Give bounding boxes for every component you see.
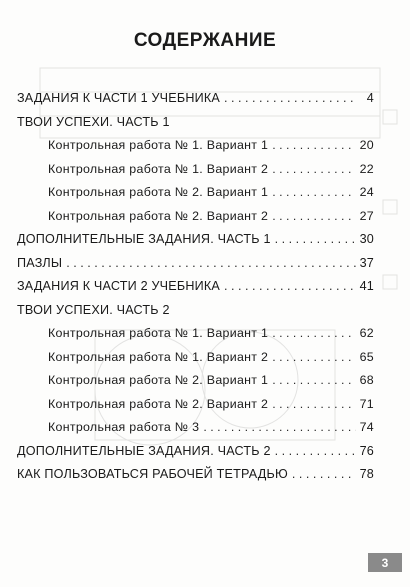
toc-subsection <box>17 374 374 398</box>
toc-subsection <box>17 163 374 187</box>
toc-subsection <box>17 351 374 375</box>
toc-section <box>17 92 374 116</box>
toc-entry-page: 4 <box>366 91 374 105</box>
toc-leader-dots <box>272 210 355 222</box>
toc-section <box>17 468 374 492</box>
toc-leader-dots <box>272 374 355 386</box>
toc-section <box>17 304 374 328</box>
toc-entry-page: 22 <box>359 161 374 176</box>
toc-leader-dots <box>272 139 355 151</box>
toc-entry-title: Контрольная работа № 1. Вариант 1 <box>48 326 269 340</box>
toc-leader-dots <box>275 445 356 458</box>
toc-leader-dots <box>272 163 355 175</box>
toc-entry-title: Контрольная работа № 1. Вариант 1 <box>48 138 269 152</box>
toc-entry-page: 74 <box>359 420 374 434</box>
toc-leader-dots <box>203 421 355 433</box>
toc-entry-page: 65 <box>359 349 374 364</box>
toc-subsection <box>17 210 374 234</box>
toc-entry-page: 76 <box>359 443 374 458</box>
toc-leader-dots <box>66 257 355 270</box>
toc-entry-page: 24 <box>359 185 374 199</box>
toc-leader-dots <box>272 327 355 339</box>
toc-entry-title: КАК ПОЛЬЗОВАТЬСЯ РАБОЧЕЙ ТЕТРАДЬЮ <box>17 467 288 481</box>
toc-entry-page: 30 <box>359 232 374 246</box>
toc-subsection <box>17 139 374 163</box>
toc-entry-page: 20 <box>359 138 374 152</box>
toc-entry-title: Контрольная работа № 2. Вариант 2 <box>48 396 269 411</box>
toc-entry-title: ДОПОЛНИТЕЛЬНЫЕ ЗАДАНИЯ. ЧАСТЬ 2 <box>17 443 271 458</box>
toc-leader-dots <box>275 233 356 246</box>
toc-leader-dots <box>272 351 355 363</box>
toc-entry-title: Контрольная работа № 1. Вариант 2 <box>48 161 269 176</box>
toc-entry-title: ТВОИ УСПЕХИ. ЧАСТЬ 1 <box>17 114 170 129</box>
toc-entry-title: ТВОИ УСПЕХИ. ЧАСТЬ 2 <box>17 302 170 317</box>
toc-entry-title: Контрольная работа № 2. Вариант 1 <box>48 373 269 387</box>
toc-entry-page: 62 <box>359 326 374 340</box>
toc-section <box>17 280 374 304</box>
toc-leader-dots <box>272 398 355 410</box>
toc-section <box>17 445 374 469</box>
toc-entry-title: Контрольная работа № 1. Вариант 2 <box>48 349 269 364</box>
toc-leader-dots <box>292 468 356 481</box>
toc-entry-title: ДОПОЛНИТЕЛЬНЫЕ ЗАДАНИЯ. ЧАСТЬ 1 <box>17 232 271 246</box>
toc-section <box>17 233 374 257</box>
toc-entry-page: 37 <box>359 255 374 270</box>
page-number-badge: 3 <box>368 553 402 572</box>
toc-section <box>17 116 374 140</box>
toc-entry-title: Контрольная работа № 2. Вариант 2 <box>48 208 269 223</box>
toc-entry-page: 41 <box>359 279 374 293</box>
toc-entry-page: 78 <box>359 467 374 481</box>
toc-leader-dots <box>272 186 355 198</box>
toc-entry-title: Контрольная работа № 2. Вариант 1 <box>48 185 269 199</box>
toc-leader-dots <box>224 280 356 293</box>
page-title: СОДЕРЖАНИЕ <box>133 30 277 51</box>
toc-entry-page: 27 <box>359 208 374 223</box>
toc-entry-title: ЗАДАНИЯ К ЧАСТИ 1 УЧЕБНИКА <box>17 91 221 105</box>
toc-entry-page: 68 <box>359 373 374 387</box>
toc-entry-title: ПАЗЛЫ <box>17 255 63 270</box>
toc-subsection <box>17 327 374 351</box>
toc-subsection <box>17 421 374 445</box>
toc-entry-page: 71 <box>359 396 374 411</box>
toc-section <box>17 257 374 281</box>
table-of-contents <box>17 92 374 492</box>
toc-entry-title: ЗАДАНИЯ К ЧАСТИ 2 УЧЕБНИКА <box>17 279 221 293</box>
toc-leader-dots <box>224 92 356 105</box>
toc-entry-title: Контрольная работа № 3 <box>48 420 200 434</box>
toc-subsection <box>17 186 374 210</box>
toc-subsection <box>17 398 374 422</box>
